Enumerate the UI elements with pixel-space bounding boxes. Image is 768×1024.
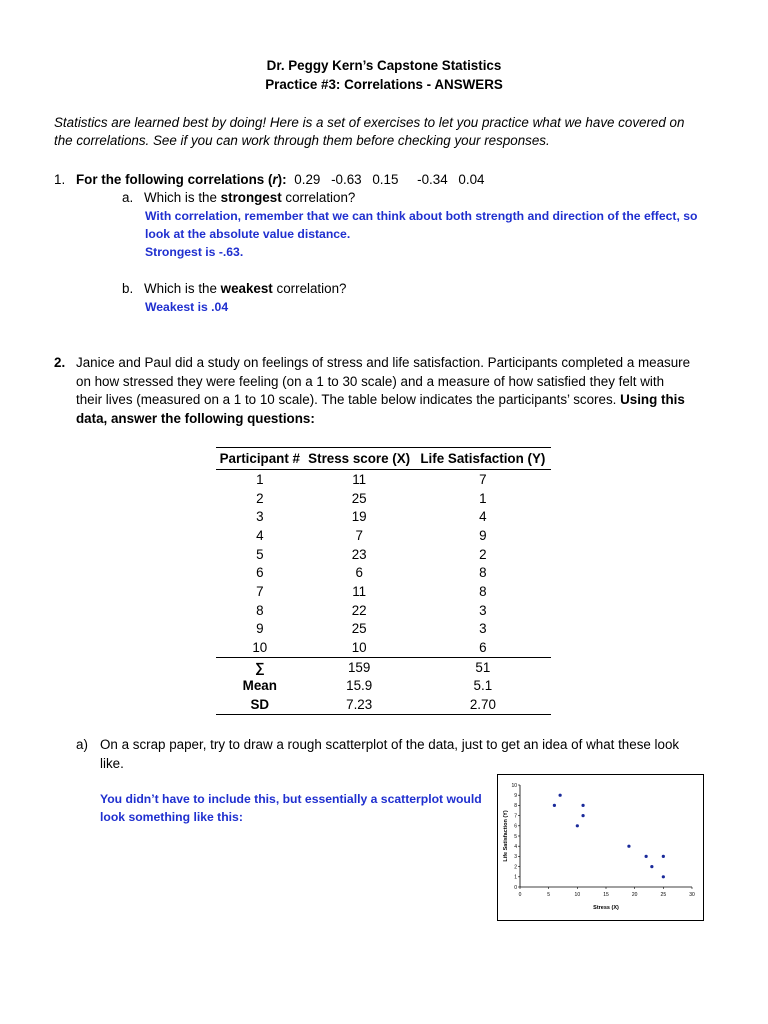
data-table [216, 447, 551, 715]
q1a-answer-line-2: look at the absolute value distance. [145, 227, 351, 241]
table-cell: 11 [352, 583, 367, 599]
y-tick-label: 7 [514, 813, 517, 820]
scatter-axes [511, 783, 695, 898]
table-cell: 7 [479, 471, 487, 487]
q1b-text-pre: Which is the [144, 281, 221, 296]
summary-cell: 2.70 [469, 697, 496, 713]
table-cell: 22 [351, 602, 367, 618]
x-tick-label: 30 [689, 892, 695, 898]
table-row [216, 601, 551, 620]
scatterplot-frame [497, 774, 704, 921]
scatter-point [627, 845, 630, 848]
q2-text-3: their lives (measured on a 1 to 10 scale). The table below indicates the participants’ scores. [76, 392, 621, 407]
y-tick-label: 5 [514, 833, 517, 840]
q1a-answer-line-3: Strongest is -.63. [145, 245, 244, 259]
x-tick-label: 20 [631, 892, 638, 898]
q1-number: 1. [54, 172, 66, 187]
q1b-text-post: correlation? [272, 281, 347, 296]
q2a-line-2: like. [100, 756, 124, 771]
x-tick-label: 10 [574, 892, 581, 898]
table-cell: 9 [256, 621, 264, 637]
y-tick-label: 2 [514, 864, 517, 871]
scatter-point [581, 804, 584, 807]
q1b-text-strong: weakest [220, 281, 273, 296]
x-tick-label: 15 [603, 892, 609, 898]
scatter-point [645, 855, 648, 858]
y-tick-label: 1 [514, 874, 517, 881]
scatter-point [553, 804, 556, 807]
table-cell: 25 [351, 490, 367, 506]
table-cell: 7 [355, 527, 363, 543]
summary-cell: Mean [242, 678, 277, 694]
q1-prompt-text: For the following correlations ( [76, 172, 273, 187]
q1-value: -0.63 [331, 172, 362, 187]
q1a-answer-line-1: With correlation, remember that we can think about both strength and direction of the effect, so [145, 209, 698, 223]
table-cell: 1 [256, 471, 264, 487]
table-cell: 4 [479, 509, 487, 525]
table-cell: 23 [351, 546, 367, 562]
q1b-label: b. [122, 281, 134, 296]
q2a-label: a) [76, 737, 88, 752]
table-cell: 11 [352, 471, 367, 487]
x-tick-label: 0 [518, 892, 522, 898]
y-tick-label: 0 [514, 884, 517, 891]
scatter-point [559, 794, 562, 797]
scatter-point [662, 855, 665, 858]
summary-cell: 51 [415, 657, 551, 676]
table-row [216, 489, 551, 508]
q2a-text-1: On a scrap paper, try to draw a rough scatterplot of the data, just to get an idea of what these look [100, 737, 680, 752]
table-header-row [216, 448, 551, 470]
scatter-point [650, 865, 653, 868]
summary-row [216, 677, 551, 696]
q1-prompt-end: ): [277, 172, 287, 187]
doc-title: Dr. Peggy Kern’s Capstone Statistics [266, 58, 502, 73]
summary-cell: ∑ [216, 657, 304, 676]
q1-value: 0.29 [294, 172, 321, 187]
table-cell: 10 [252, 640, 268, 656]
table-cell: 5 [256, 546, 264, 562]
q1-values [294, 172, 491, 187]
q1-value: 0.15 [372, 172, 399, 187]
q2-number: 2. [54, 355, 66, 370]
table-cell: 6 [256, 565, 264, 581]
q2a-line-1 [76, 737, 679, 752]
x-tick-label: 25 [660, 892, 667, 898]
table-cell: 9 [479, 527, 487, 543]
table-cell: 10 [351, 640, 367, 656]
summary-cell: 5.1 [473, 678, 493, 694]
summary-cell: 15.9 [346, 678, 373, 694]
table-row [216, 638, 551, 657]
q2-text-3-bold: Using this [620, 392, 685, 407]
scatter-point [662, 875, 665, 878]
table-cell: 2 [479, 546, 487, 562]
q1b-question [122, 281, 346, 296]
table-cell: 3 [256, 509, 264, 525]
q2a-answer-line-1: You didn’t have to include this, but essentially a scatterplot would [100, 792, 482, 806]
scatter-points [553, 794, 665, 879]
q1a-question [122, 190, 355, 205]
table-cell: 25 [351, 621, 367, 637]
x-axis-label: Stress (X) [593, 905, 619, 911]
table-cell: 4 [256, 527, 264, 543]
scatter-point [581, 814, 584, 817]
q2-text-1: Janice and Paul did a study on feelings of stress and life satisfaction. Participants completed a measure [76, 355, 691, 370]
summary-row [216, 695, 551, 714]
scatter-point [576, 824, 579, 827]
table-cell: 8 [256, 602, 264, 618]
table-cell: 8 [479, 583, 487, 599]
intro-line-2: the correlations. See if you can work through them before checking your responses. [54, 133, 550, 148]
table-cell: 7 [256, 583, 264, 599]
table-cell: 6 [355, 565, 363, 581]
table-cell: 2 [256, 490, 264, 506]
summary-row [216, 657, 551, 676]
table-cell: 19 [351, 509, 367, 525]
column-header: Participant # [216, 448, 304, 470]
table-row [216, 526, 551, 545]
y-tick-label: 10 [511, 782, 517, 789]
q2-line-1 [54, 355, 690, 370]
column-header: Life Satisfaction (Y) [415, 448, 551, 470]
table-row [216, 582, 551, 601]
table-cell: 3 [479, 621, 487, 637]
q1-value: -0.34 [417, 172, 448, 187]
y-tick-label: 3 [514, 854, 517, 861]
table-row [216, 470, 551, 489]
q1b-answer: Weakest is .04 [145, 300, 229, 314]
q1a-label: a. [122, 190, 134, 205]
q1-value: 0.04 [458, 172, 485, 187]
q1a-text-post: correlation? [281, 190, 356, 205]
q1-prompt [54, 172, 491, 187]
scatterplot [498, 775, 703, 920]
q2a-answer-line-2: look something like this: [100, 810, 243, 824]
intro-line-1: Statistics are learned best by doing! Here is a set of exercises to let you practice what we have covered on [54, 115, 685, 130]
table-cell: 6 [479, 640, 487, 656]
doc-subtitle: Practice #3: Correlations - ANSWERS [265, 77, 503, 92]
summary-cell: 159 [304, 657, 415, 676]
y-axis-label: Life Satisfaction (Y) [503, 810, 509, 862]
x-tick-label: 5 [547, 892, 551, 898]
table-cell: 3 [479, 602, 487, 618]
table-row [216, 545, 551, 564]
summary-cell: SD [250, 697, 270, 713]
q1a-text-strong: strongest [220, 190, 282, 205]
table-row [216, 620, 551, 639]
y-tick-label: 6 [514, 823, 517, 830]
q2-line-3 [76, 392, 685, 407]
y-tick-label: 4 [514, 844, 517, 850]
q2-line-4: data, answer the following questions: [76, 411, 315, 426]
y-tick-label: 9 [514, 793, 517, 799]
y-tick-label: 8 [514, 803, 517, 810]
q2-line-2: on how stressed they were feeling (on a 1 to 30 scale) and a measure of how satisfied they felt with [76, 374, 665, 389]
q1a-text-pre: Which is the [144, 190, 221, 205]
summary-cell: 7.23 [346, 697, 373, 713]
table-row [216, 507, 551, 526]
table-cell: 1 [479, 490, 487, 506]
q1-r-symbol: r [272, 172, 278, 187]
table-row [216, 563, 551, 582]
column-header: Stress score (X) [304, 448, 415, 470]
table-cell: 8 [479, 565, 487, 581]
